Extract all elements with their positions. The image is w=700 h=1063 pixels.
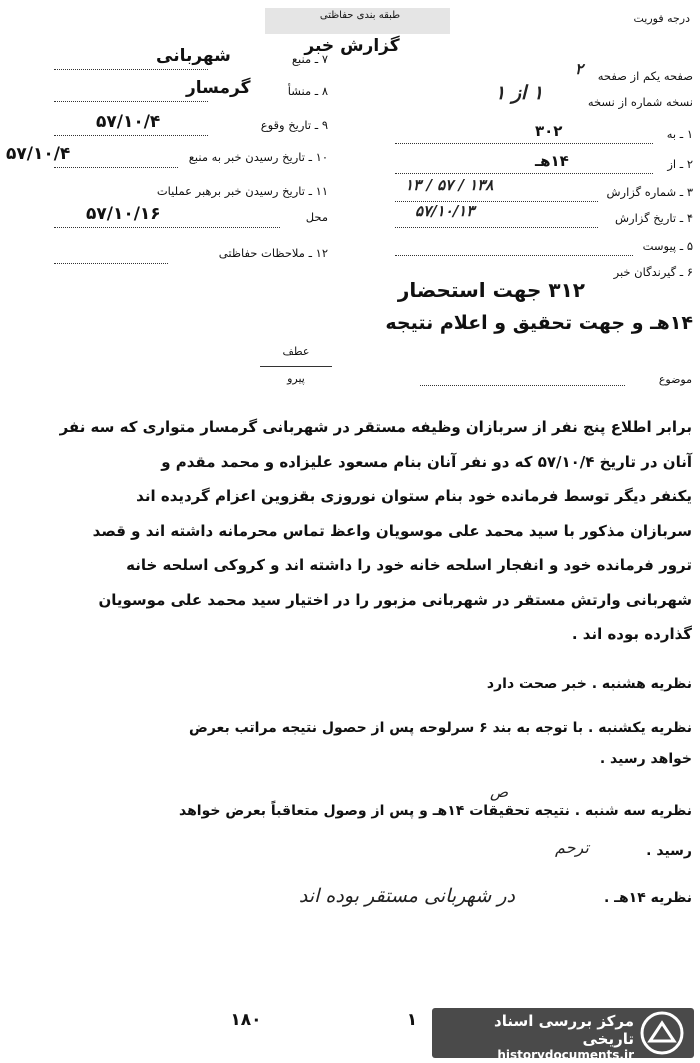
field-copy-number <box>395 82 693 114</box>
note-sunday-cont: خواهد رسید . <box>599 751 692 767</box>
field-label: ۸ ـ منشأ <box>287 84 328 98</box>
document-subnumber: ۱ <box>406 1010 418 1030</box>
note-tuesday-cont: رسید . <box>646 843 692 859</box>
handwritten-note: در شهربانی مستقر بوده اند <box>298 885 515 907</box>
reference-peyro: پیرو <box>287 372 305 385</box>
subject-dotted-line <box>420 385 625 386</box>
field-label: ۱۲ ـ ملاحظات حفاظتی <box>218 246 328 260</box>
field-value: ۵۷/۱۰/۱۳ <box>415 202 475 220</box>
body-line: ترور فرمانده خود و انفجار اسلحه خانه خود را داشته اند و کروکی اسلحه خانه <box>126 556 692 574</box>
field-value: ۱۴هـ <box>535 152 569 170</box>
priority-label: درجه فوریت <box>633 12 690 25</box>
dotted-line <box>395 227 598 228</box>
field-page <box>395 60 693 88</box>
body-line: سربازان مذکور با سید محمد علی موسویان واعظ تماس محرمانه داشته اند و قصد <box>92 521 692 540</box>
field-label: ۶ ـ گیرندگان خبر <box>613 265 693 279</box>
field-value: ۱ از ۱ <box>495 82 544 104</box>
field-label: ۵ ـ پیوست <box>642 239 693 253</box>
recipient-line-1: ۳۱۲ جهت استحضار <box>397 278 585 302</box>
document-number: ۱۸۰ <box>230 1010 262 1030</box>
field-label: نسخه شماره از نسخه <box>587 95 693 109</box>
dotted-line <box>54 227 280 228</box>
classification-label: طبقه بندی حفاظتی <box>319 10 401 21</box>
field-label: ۹ ـ تاریخ وقوع <box>260 118 328 132</box>
dotted-line <box>395 173 653 174</box>
field-value: ۵۷/۱۰/۴ <box>6 144 71 164</box>
dotted-line <box>54 101 208 102</box>
field-label: ۱۱ ـ تاریخ رسیدن خبر برهبر عملیات <box>156 184 328 198</box>
note-tuesday: نظریه سه شنبه . نتیجه تحقیقات ۱۴هـ و پس از وصول متعاقباً بعرض خواهد <box>179 803 692 819</box>
field-value: ۱۳۸ / ۵۷ / ۱۳ <box>405 176 494 194</box>
field-value: گرمسار <box>186 78 251 98</box>
field-label: ۷ ـ منبع <box>291 52 328 66</box>
body-line: آنان در تاریخ ۵۷/۱۰/۴ که دو نفر آنان بنام مسعود علیزاده و محمد مقدم و <box>161 452 692 471</box>
dotted-line <box>54 167 178 168</box>
field-label: محل <box>305 210 328 224</box>
field-label: ۳ ـ شماره گزارش <box>606 185 693 199</box>
body-line: گذارده بوده اند . <box>571 625 692 643</box>
field-report-date <box>395 202 693 230</box>
dotted-line <box>395 143 653 144</box>
field-report-number <box>395 176 693 204</box>
field-value: ۵۷/۱۰/۱۶ <box>86 204 161 224</box>
field-label: صفحه یکم از صفحه <box>597 69 693 83</box>
field-value: ۳۰۲ <box>535 122 563 140</box>
report-title: گزارش خبر <box>304 36 400 56</box>
field-label: ۲ ـ از <box>667 157 693 171</box>
handwritten-initials: ترحم <box>555 838 589 857</box>
field-location <box>6 206 328 230</box>
field-label: ۱۰ ـ تاریخ رسیدن خبر به منبع <box>188 150 328 164</box>
field-from <box>395 154 693 176</box>
field-received-date <box>6 146 328 170</box>
recipient-line-2: ۱۴هـ و جهت تحقیق و اعلام نتیجه <box>385 312 693 334</box>
field-value: شهربانی <box>156 46 231 66</box>
note-14h: نظریه ۱۴هـ . <box>603 890 692 906</box>
field-value: ۵۷/۱۰/۴ <box>96 112 161 132</box>
field-label: ۴ ـ تاریخ گزارش <box>614 211 693 225</box>
field-label: ۱ ـ به <box>666 127 693 141</box>
watermark-url: historydocuments.ir <box>497 1048 634 1062</box>
field-to <box>395 124 693 146</box>
field-security-notes <box>6 242 328 266</box>
archive-logo-icon <box>640 1011 684 1055</box>
watermark-title: مرکز بررسی اسناد تاریخی <box>494 1012 634 1048</box>
dotted-line <box>54 263 168 264</box>
subject-label: موضوع <box>658 373 692 386</box>
dotted-line <box>54 135 208 136</box>
field-attachment <box>395 236 693 258</box>
field-origin <box>6 80 328 104</box>
dotted-line <box>395 255 633 256</box>
note-sunday: نظریه یکشنبه . با توجه به بند ۶ سرلوحه پس از حصول نتیجه مراتب بعرض <box>189 720 692 736</box>
field-source <box>6 48 328 72</box>
reference-atf: عطف <box>282 345 310 358</box>
note-saturday: نظریه هشنبه . خبر صحت دارد <box>486 676 692 692</box>
dotted-line <box>54 69 208 70</box>
initials-mark: ص <box>490 783 509 801</box>
watermark <box>438 1012 634 1062</box>
body-line: یکنفر دیگر توسط فرمانده خود بنام ستوان نوروزی بقزوین اعزام گردیده اند <box>136 487 692 505</box>
field-value: ۲ <box>575 60 584 78</box>
field-occurrence-date <box>6 114 328 138</box>
report-body <box>12 410 692 652</box>
divider <box>260 366 332 367</box>
body-line: برابر اطلاع پنج نفر از سربازان وظیفه مستقر در شهربانی گرمسار متواری که سه نفر <box>59 418 692 436</box>
field-ops-received <box>6 180 328 204</box>
body-line: شهربانی وارتش مستقر در شهربانی مزبور را در اختیار سید محمد علی موسویان <box>98 590 692 609</box>
